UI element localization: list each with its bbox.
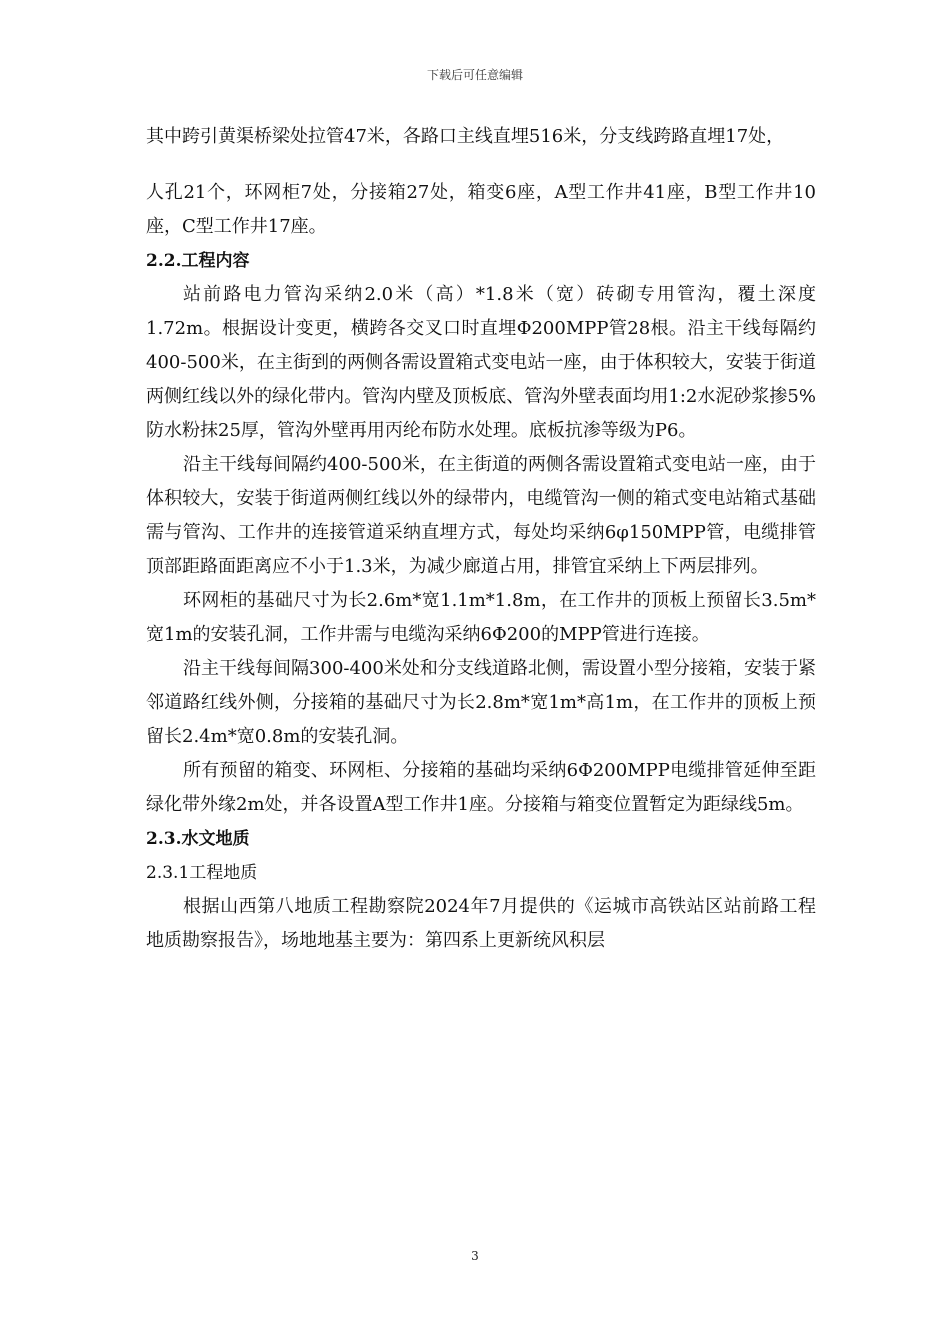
document-body [146,120,816,958]
paragraph-ring-main-unit: 环网柜的基础尺寸为长2.6m*宽1.1m*1.8m，在工作井的顶板上预留长3.5m*宽1m的安装孔洞，工作井需与电缆沟采纳6Φ200的MPP管进行连接。 [146,590,816,645]
subsection-heading-2-3-1: 2.3.1工程地质 [146,863,258,883]
section-heading-2-3: 2.3.水文地质 [146,829,250,849]
paragraph-substation: 沿主干线每间隔约400-500米，在主街道的两侧各需设置箱式变电站一座，由于体积较大，安装于街道两侧红线以外的绿带内，电缆管沟一侧的箱式变电站箱式基础需与管沟、工作井的连接管道采纳直埋方式，每处均采纳6φ150MPP管，电缆排管顶部距路面距离应不小于1.3米，为减少廊道占用，排管宜采纳上下两层排列。 [146,454,816,577]
paragraph-geology: 根据山西第八地质工程勘察院2024年7月提供的《运城市高铁站区站前路工程地质勘察报告》，场地地基主要为：第四系上更新统风积层 [146,896,816,951]
page-header: 下载后可任意编辑 [426,68,523,82]
paragraph-trench-design: 站前路电力管沟采纳2.0米（高）*1.8米（宽）砖砌专用管沟，覆土深度1.72m。根据设计变更，横跨各交叉口时直埋Φ200MPP管28根。沿主干线每隔约400-500米，在主街到的两侧各需设置箱式变电站一座，由于体积较大，安装于街道两侧红线以外的绿化带内。管沟内壁及顶板底、管沟外壁表面均用1:2水泥砂浆掺5%防水粉抹25厚，管沟外壁再用丙纶布防水处理。底板抗渗等级为P6。 [146,284,816,441]
section-heading-2-2: 2.2.工程内容 [146,251,250,271]
paragraph-pipe-lengths: 其中跨引黄渠桥梁处拉管47米，各路口主线直埋516米，分支线跨路直埋17处， [146,126,785,147]
paragraph-reserved-foundations: 所有预留的箱变、环网柜、分接箱的基础均采纳6Φ200MPP电缆排管延伸至距绿化带外缘2m处，并各设置A型工作井1座。分接箱与箱变位置暂定为距绿线5m。 [146,760,816,815]
paragraph-branch-box: 沿主干线每间隔300-400米处和分支线道路北侧，需设置小型分接箱，安装于紧邻道路红线外侧，分接箱的基础尺寸为长2.8m*宽1m*高1m，在工作井的顶板上预留长2.4m*宽0.8m的安装孔洞。 [146,658,816,747]
paragraph-facility-counts: 人孔21个，环网柜7处，分接箱27处，箱变6座，A型工作井41座，B型工作井10座，C型工作井17座。 [146,182,816,237]
page-number: 3 [471,1249,479,1263]
